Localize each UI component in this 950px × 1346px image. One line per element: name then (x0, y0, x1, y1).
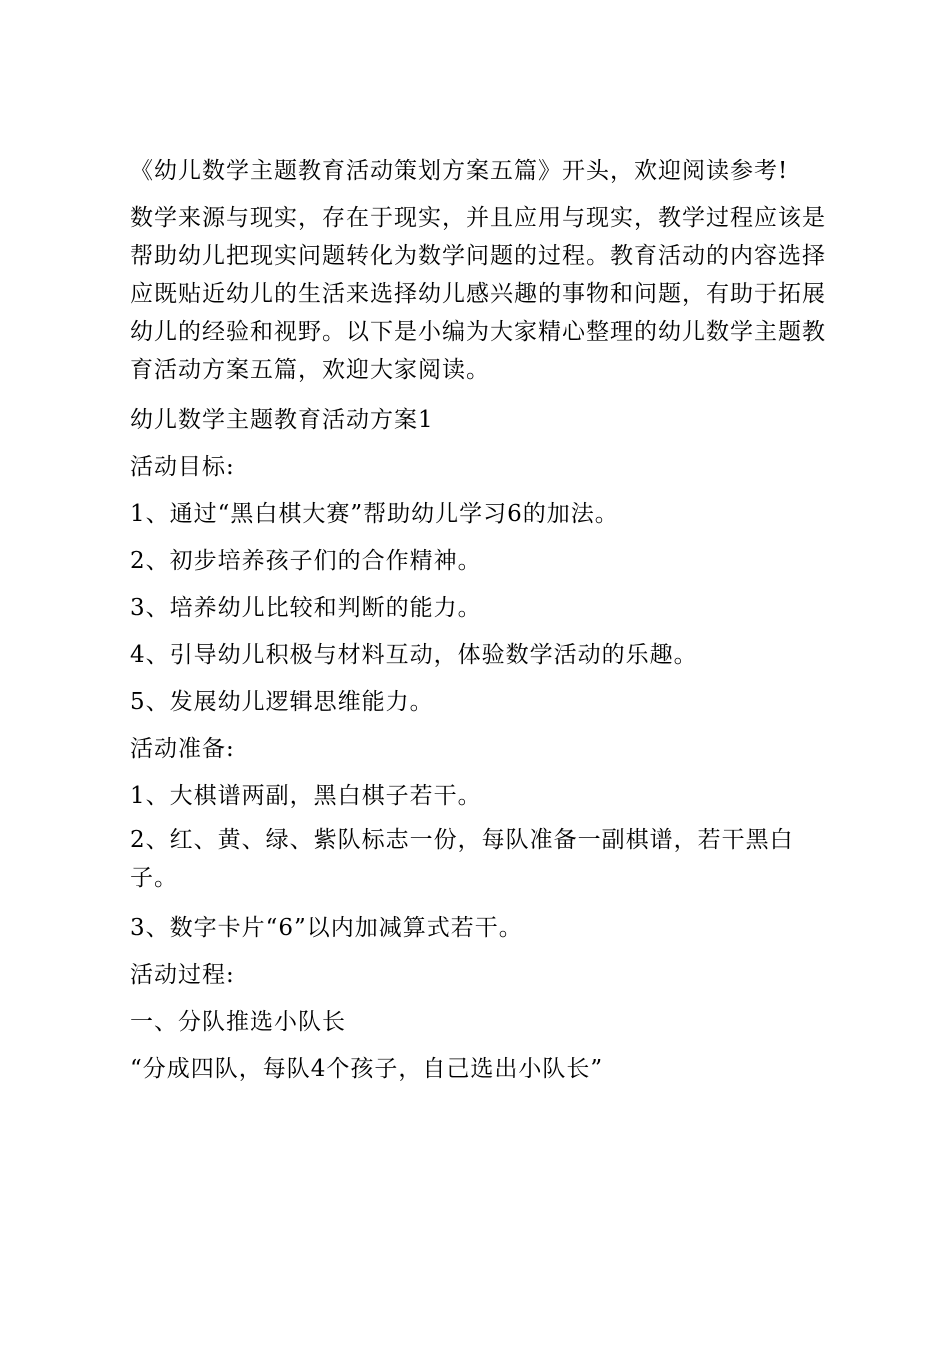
section-heading-plan-1: 幼儿数学主题教育活动方案1 (130, 407, 434, 433)
preparation-item-3: 3、数字卡片“6”以内加减算式若干。 (130, 915, 523, 941)
document-page (130, 152, 830, 1094)
intro-body-paragraph: 数学来源与现实，存在于现实，并且应用与现实，教学过程应该是帮助幼儿把现实问题转化为数学问题的过程。教育活动的内容选择应既贴近幼儿的生活来选择幼儿感兴趣的事物和问题，有助于拓展幼儿的经验和视野。以下是小编为大家精心整理的幼儿数学主题教育活动方案五篇，欢迎大家阅读。 (130, 205, 826, 383)
goal-item-4: 4、引导幼儿积极与材料互动，体验数学活动的乐趣。 (130, 642, 698, 668)
preparation-item-1: 1、大棋谱两副，黑白棋子若干。 (130, 783, 482, 809)
heading-activity-preparation: 活动准备: (130, 736, 235, 762)
process-quote: “分成四队，每队4个孩子，自己选出小队长” (130, 1056, 604, 1082)
goal-item-3: 3、培养幼儿比较和判断的能力。 (130, 595, 482, 621)
goal-item-1: 1、通过“黑白棋大赛”帮助幼儿学习6的加法。 (130, 501, 619, 527)
heading-activity-goals: 活动目标: (130, 454, 235, 480)
intro-title-paragraph: 《幼儿数学主题教育活动策划方案五篇》开头，欢迎阅读参考! (130, 158, 789, 184)
goal-item-2: 2、初步培养孩子们的合作精神。 (130, 548, 482, 574)
heading-activity-process: 活动过程: (130, 962, 235, 988)
goal-item-5: 5、发展幼儿逻辑思维能力。 (130, 689, 434, 715)
process-step-1: 一、分队推选小队长 (130, 1009, 346, 1035)
preparation-item-2: 2、红、黄、绿、紫队标志一份，每队准备一副棋谱，若干黑白子。 (130, 827, 794, 891)
